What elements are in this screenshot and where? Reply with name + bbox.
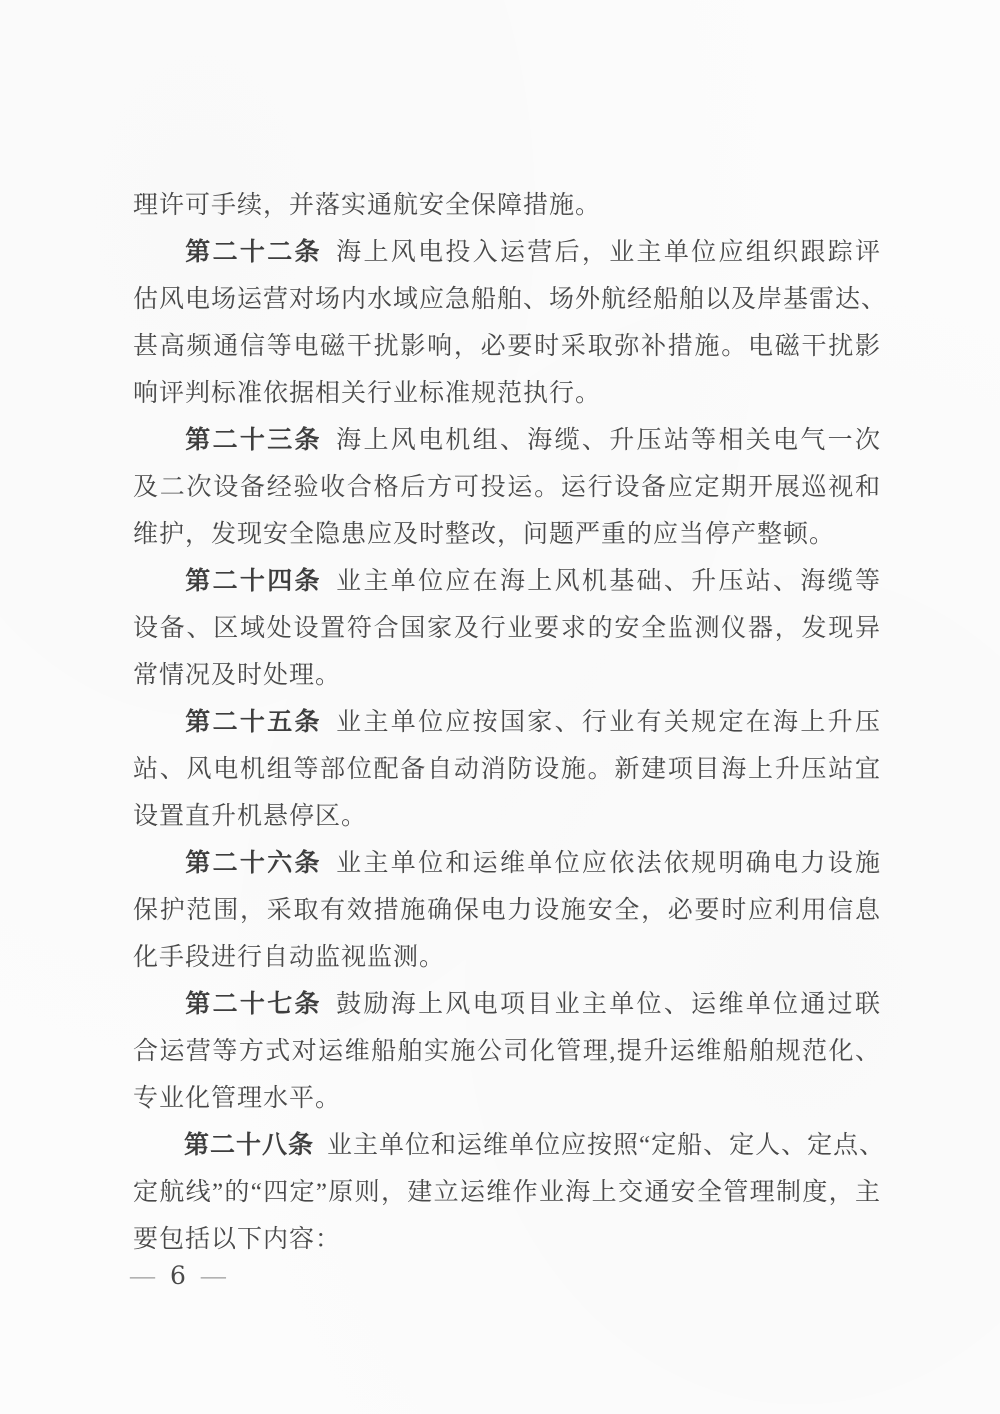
article-paragraph xyxy=(133,1122,886,1263)
text-line: 估风电场运营对场内水域应急船舶、场外航经船舶以及岸基雷达、 xyxy=(133,286,888,313)
text-line: 理许可手续，并落实通航安全保障措施。 xyxy=(133,192,602,219)
footer-dash-left: — xyxy=(130,1263,155,1290)
text-line: 常情况及时处理。 xyxy=(133,662,342,689)
article-number: 第二十二条 xyxy=(184,239,322,266)
article-paragraph xyxy=(133,558,881,699)
text-line: 设备、区域处设置符合国家及行业要求的安全监测仪器，发现异 xyxy=(133,615,881,642)
paragraph-indent xyxy=(133,729,184,730)
article-number: 第二十七条 xyxy=(184,991,322,1018)
continuation-paragraph xyxy=(133,182,881,229)
article-paragraph xyxy=(133,417,881,558)
paragraph-indent xyxy=(133,588,184,589)
text-line: 专业化管理水平。 xyxy=(133,1085,342,1112)
text-line: 第二十八条 业主单位和运维单位应按照“定船、定人、定点、 xyxy=(133,1122,881,1169)
heading-space xyxy=(322,447,335,448)
paragraph-indent xyxy=(133,447,184,448)
paragraph-indent xyxy=(133,259,184,260)
article-paragraph xyxy=(133,229,888,417)
heading-space xyxy=(322,870,335,871)
text-line: 设置直升机悬停区。 xyxy=(133,803,368,830)
article-paragraph xyxy=(133,699,881,840)
article-number: 第二十六条 xyxy=(184,850,322,877)
document-body xyxy=(133,182,888,1263)
text-line: 第二十二条 海上风电投入运营后，业主单位应组织跟踪评 xyxy=(133,229,881,276)
text-line: 第二十四条 业主单位应在海上风机基础、升压站、海缆等 xyxy=(133,558,881,605)
article-number: 第二十四条 xyxy=(184,568,322,595)
heading-space xyxy=(314,1152,327,1153)
heading-space xyxy=(322,1011,335,1012)
text-line: 要包括以下内容： xyxy=(133,1226,342,1253)
article-paragraph xyxy=(133,840,881,981)
footer-dash-right: — xyxy=(200,1263,226,1290)
page-footer xyxy=(130,1252,226,1300)
text-line: 定航线”的“四定”原则，建立运维作业海上交通安全管理制度，主 xyxy=(133,1179,881,1206)
article-number: 第二十五条 xyxy=(184,709,322,736)
paragraph-indent xyxy=(133,870,184,871)
text-line: 保护范围，采取有效措施确保电力设施安全，必要时应利用信息 xyxy=(133,897,881,924)
text-line: 及二次设备经验收合格后方可投运。运行设备应定期开展巡视和 xyxy=(133,474,881,501)
text-line: 合运营等方式对运维船舶实施公司化管理,提升运维船舶规范化、 xyxy=(133,1038,881,1065)
article-number: 第二十八条 xyxy=(184,1132,315,1159)
text-line: 化手段进行自动监视监测。 xyxy=(133,944,446,971)
text-line: 甚高频通信等电磁干扰影响，必要时采取弥补措施。电磁干扰影 xyxy=(133,333,881,360)
text-line: 第二十六条 业主单位和运维单位应依法依规明确电力设施 xyxy=(133,840,881,887)
heading-space xyxy=(322,259,335,260)
article-number: 第二十三条 xyxy=(184,427,322,454)
paragraph-indent xyxy=(133,1011,184,1012)
heading-space xyxy=(322,729,335,730)
paragraph-indent xyxy=(133,1152,184,1153)
page-number: 6 xyxy=(170,1261,186,1290)
heading-space xyxy=(322,588,335,589)
article-paragraph xyxy=(133,981,881,1122)
text-line: 第二十三条 海上风电机组、海缆、升压站等相关电气一次 xyxy=(133,417,881,464)
text-line: 维护，发现安全隐患应及时整改，问题严重的应当停产整顿。 xyxy=(133,521,836,548)
text-line: 响评判标准依据相关行业标准规范执行。 xyxy=(133,380,602,407)
text-line: 第二十七条 鼓励海上风电项目业主单位、运维单位通过联 xyxy=(133,981,881,1028)
text-line: 站、风电机组等部位配备自动消防设施。新建项目海上升压站宜 xyxy=(133,756,881,783)
text-line: 第二十五条 业主单位应按国家、行业有关规定在海上升压 xyxy=(133,699,881,746)
